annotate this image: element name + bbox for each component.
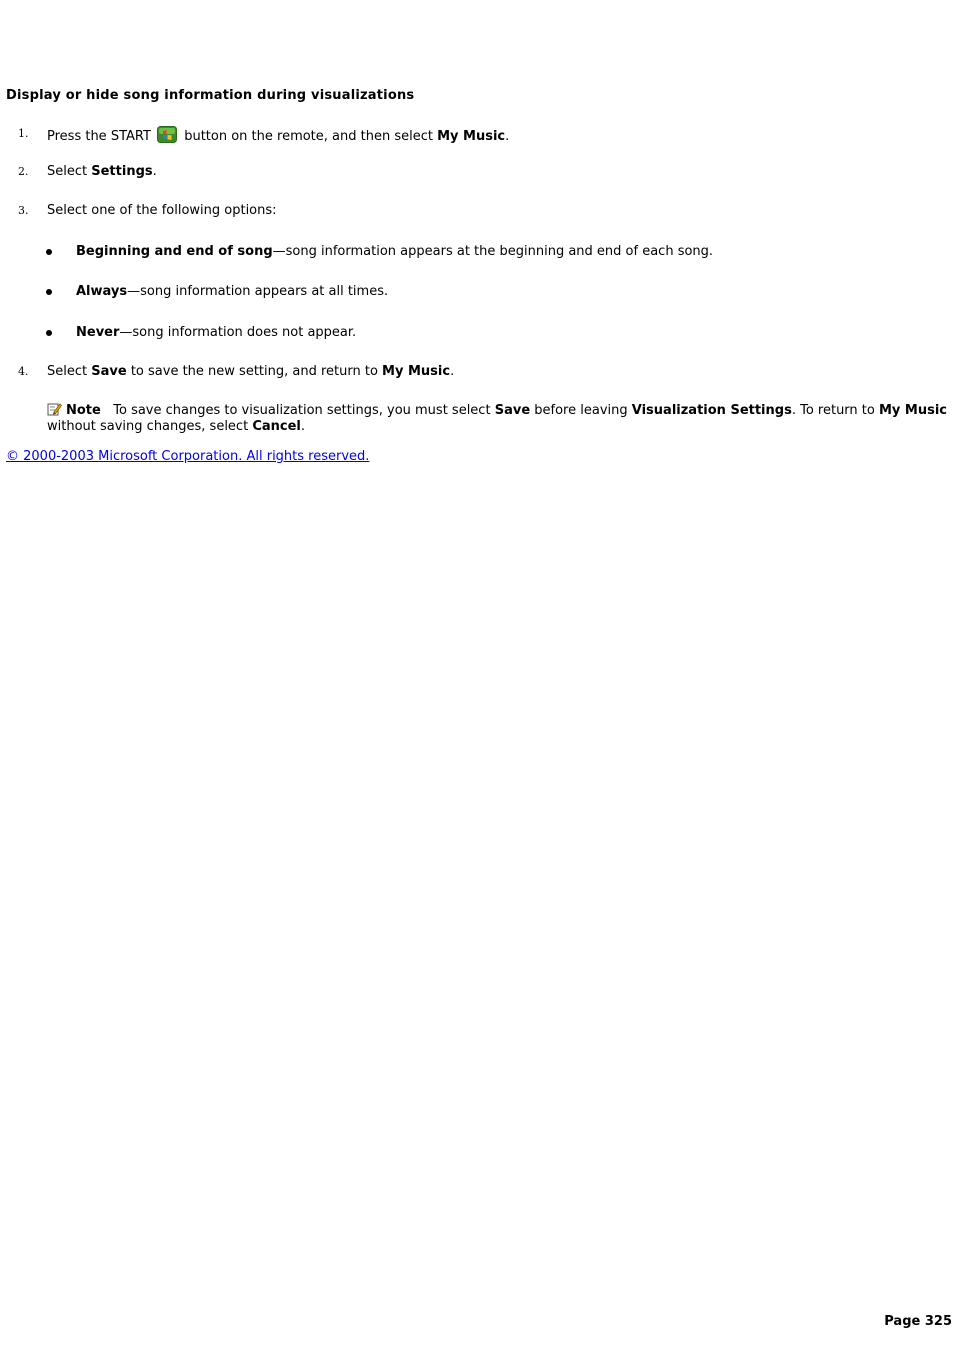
option-desc: —song information appears at all times. — [127, 284, 389, 299]
bullet-icon — [46, 249, 52, 255]
step-text-post: . — [450, 364, 455, 379]
my-music-label: My Music — [437, 129, 506, 144]
note-save: Save — [494, 403, 531, 418]
step-number: 1. — [18, 127, 29, 140]
page-heading: Display or hide song information during visualizations — [6, 88, 415, 103]
step-text-mid: to save the new setting, and return to — [130, 364, 378, 379]
option-term: Always — [76, 284, 128, 299]
step-number: 4. — [18, 365, 29, 378]
settings-label: Settings — [91, 164, 153, 179]
bullet-icon — [46, 330, 52, 336]
step-text-pre: Select — [47, 364, 88, 379]
step-text: Select one of the following options: — [47, 203, 277, 218]
step-text-pre: Press the START — [47, 129, 151, 144]
note-block — [47, 402, 947, 435]
bullet-icon — [46, 289, 52, 295]
step-number: 2. — [18, 165, 29, 178]
note-visualization-settings: Visualization Settings — [631, 403, 792, 418]
option-text — [76, 284, 388, 300]
save-label: Save — [91, 364, 127, 379]
step-text-post: . — [152, 164, 157, 179]
step-number: 3. — [18, 204, 29, 217]
step-text-pre: Select — [47, 164, 88, 179]
note-text: before leaving — [534, 403, 628, 418]
note-text: without saving changes, select — [47, 419, 249, 434]
option-term: Beginning and end of song — [76, 244, 273, 259]
windows-start-icon — [157, 126, 177, 143]
note-text: . — [300, 419, 306, 434]
option-text — [76, 244, 713, 260]
step-text-post: . — [505, 129, 510, 144]
note-label: Note — [66, 403, 101, 418]
step-text — [47, 164, 157, 180]
step-text-mid: button on the remote, and then select — [184, 129, 433, 144]
step-text — [47, 126, 509, 145]
note-cancel: Cancel — [252, 419, 301, 434]
note-text: To save changes to visualization settings, you must select — [113, 403, 491, 418]
note-my-music: My Music — [878, 403, 948, 418]
option-desc: —song information appears at the beginning and end of each song. — [272, 244, 714, 259]
option-text — [76, 325, 356, 341]
page-number: Page 325 — [884, 1314, 952, 1329]
note-text: . To return to — [791, 403, 875, 418]
my-music-label: My Music — [382, 364, 451, 379]
copyright-link[interactable]: © 2000-2003 Microsoft Corporation. All rights reserved. — [6, 449, 370, 464]
step-text — [47, 364, 454, 380]
option-desc: —song information does not appear. — [119, 325, 357, 340]
option-term: Never — [76, 325, 120, 340]
note-pencil-icon — [47, 402, 62, 416]
